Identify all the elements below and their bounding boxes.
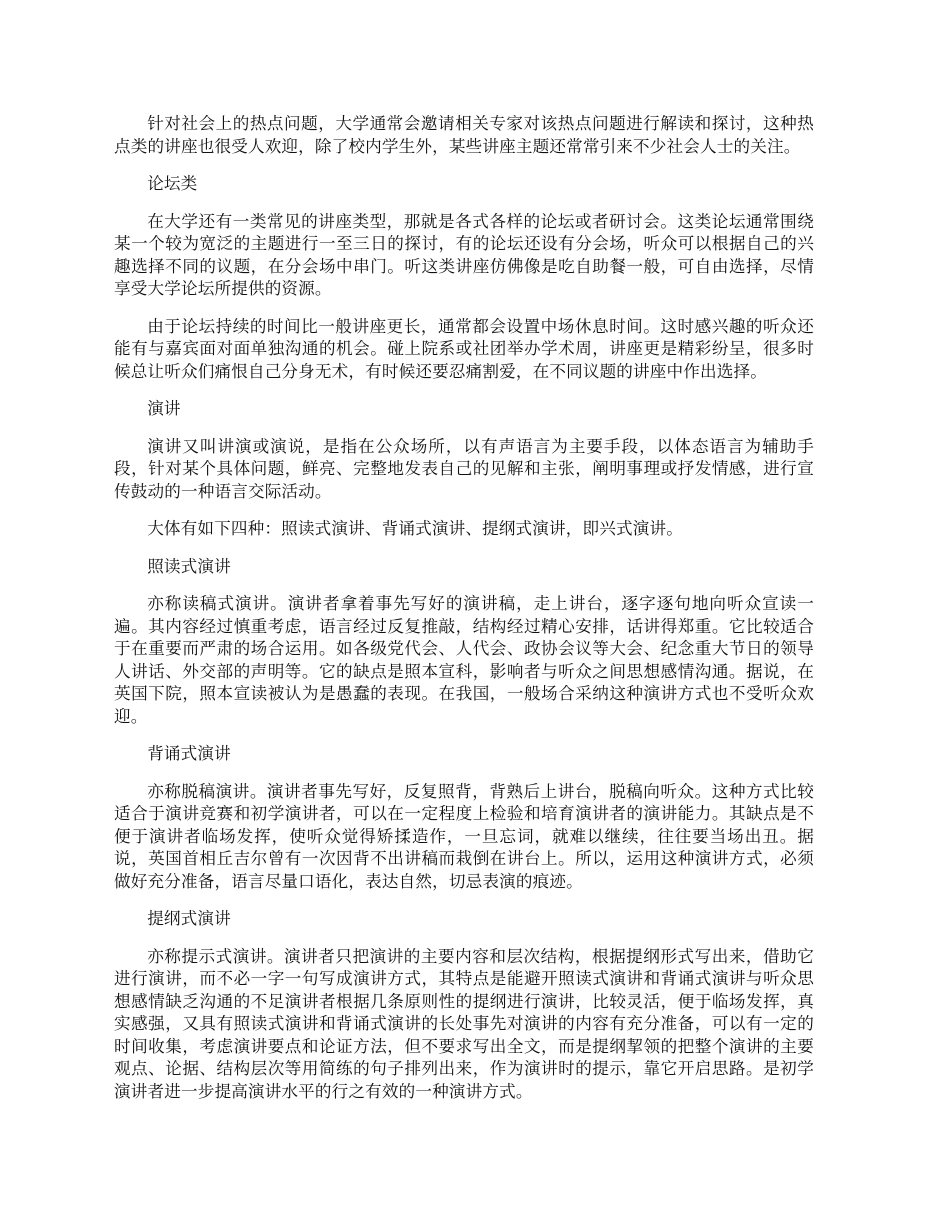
paragraph-forum-intro: 在大学还有一类常见的讲座类型，那就是各式各样的论坛或者研讨会。这类论坛通常围绕某一个较为宽泛的主题进行一至三日的探讨，有的论坛还设有分会场，听众可以根据自己的兴趣选择不同的议题，在分会场中串门。听这类讲座仿佛像是吃自助餐一般，可自由选择，尽情享受大学论坛所提供的资源。 bbox=[114, 211, 814, 298]
paragraph-forum-duration: 由于论坛持续的时间比一般讲座更长，通常都会设置中场休息时间。这时感兴趣的听众还能有与嘉宾面对面单独沟通的机会。碰上院系或社团举办学术周，讲座更是精彩纷呈，很多时候总让听众们痛恨自己分身无术，有时候还要忍痛割爱，在不同议题的讲座中作出选择。 bbox=[114, 316, 814, 381]
section-heading-memorized-speech: 背诵式演讲 bbox=[147, 744, 231, 763]
paragraph-memorized-speech: 亦称脱稿演讲。演讲者事先写好，反复照背，背熟后上讲台，脱稿向听众。这种方式比较适合于演讲竞赛和初学演讲者，可以在一定程度上检验和培育演讲者的演讲能力。其缺点是不便于演讲者临场发挥，使听众觉得矫揉造作，一旦忘词，就难以继续，往往要当场出丑。据说，英国首相丘吉尔曾有一次因背不出讲稿而栽倒在讲台上。所以，运用这种演讲方式，必须做好充分准备，语言尽量口语化，表达自然，切忌表演的痕迹。 bbox=[114, 781, 814, 891]
paragraph-speech-types: 大体有如下四种：照读式演讲、背诵式演讲、提纲式演讲，即兴式演讲。 bbox=[147, 519, 683, 538]
document-page bbox=[114, 113, 814, 1118]
section-heading-outline-speech: 提纲式演讲 bbox=[147, 909, 231, 928]
paragraph-speech-definition: 演讲又叫讲演或演说，是指在公众场所，以有声语言为主要手段，以体态语言为辅助手段，针对某个具体问题，鲜亮、完整地发表自己的见解和主张，阐明事理或抒发情感，进行宣传鼓动的一种语言交际活动。 bbox=[114, 436, 814, 501]
section-heading-reading-speech: 照读式演讲 bbox=[147, 556, 231, 576]
paragraph-hot-topic-lectures: 针对社会上的热点问题，大学通常会邀请相关专家对该热点问题进行解读和探讨，这种热点类的讲座也很受人欢迎，除了校内学生外，某些讲座主题还常常引来不少社会人士的关注。 bbox=[114, 114, 814, 156]
section-heading-forum: 论坛类 bbox=[147, 174, 198, 193]
paragraph-reading-speech: 亦称读稿式演讲。演讲者拿着事先写好的演讲稿，走上讲台，逐字逐句地向听众宣读一遍。其内容经过慎重考虑，语言经过反复推敲，结构经过精心安排，话讲得郑重。它比较适合于在重要而严肃的场合运用。如各级党代会、人代会、政协会议等大会、纪念重大节日的领导人讲话、外交部的声明等。它的缺点是照本宣科，影响者与听众之间思想感情沟通。据说，在英国下院，照本宣读被认为是愚蠢的表现。在我国，一般场合采纳这种演讲方式也不受听众欢迎。 bbox=[114, 594, 814, 726]
paragraph-outline-speech: 亦称提示式演讲。演讲者只把演讲的主要内容和层次结构，根据提纲形式写出来，借助它进行演讲，而不必一字一句写成演讲方式，其特点是能避开照读式演讲和背诵式演讲与听众思想感情缺乏沟通的不足演讲者根据几条原则性的提纲进行演讲，比较灵活，便于临场发挥，真实感强，又具有照读式演讲和背诵式演讲的长处事先对演讲的内容有充分准备，可以有一定的时间收集，考虑演讲要点和论证方法，但不要求写出全文，而是提纲挈领的把整个演讲的主要观点、论据、结构层次等用简练的句子排列出来，作为演讲时的提示，靠它开启思路。是初学演讲者进一步提高演讲水平的行之有效的一种演讲方式。 bbox=[114, 946, 814, 1101]
section-heading-speech: 演讲 bbox=[147, 399, 181, 418]
